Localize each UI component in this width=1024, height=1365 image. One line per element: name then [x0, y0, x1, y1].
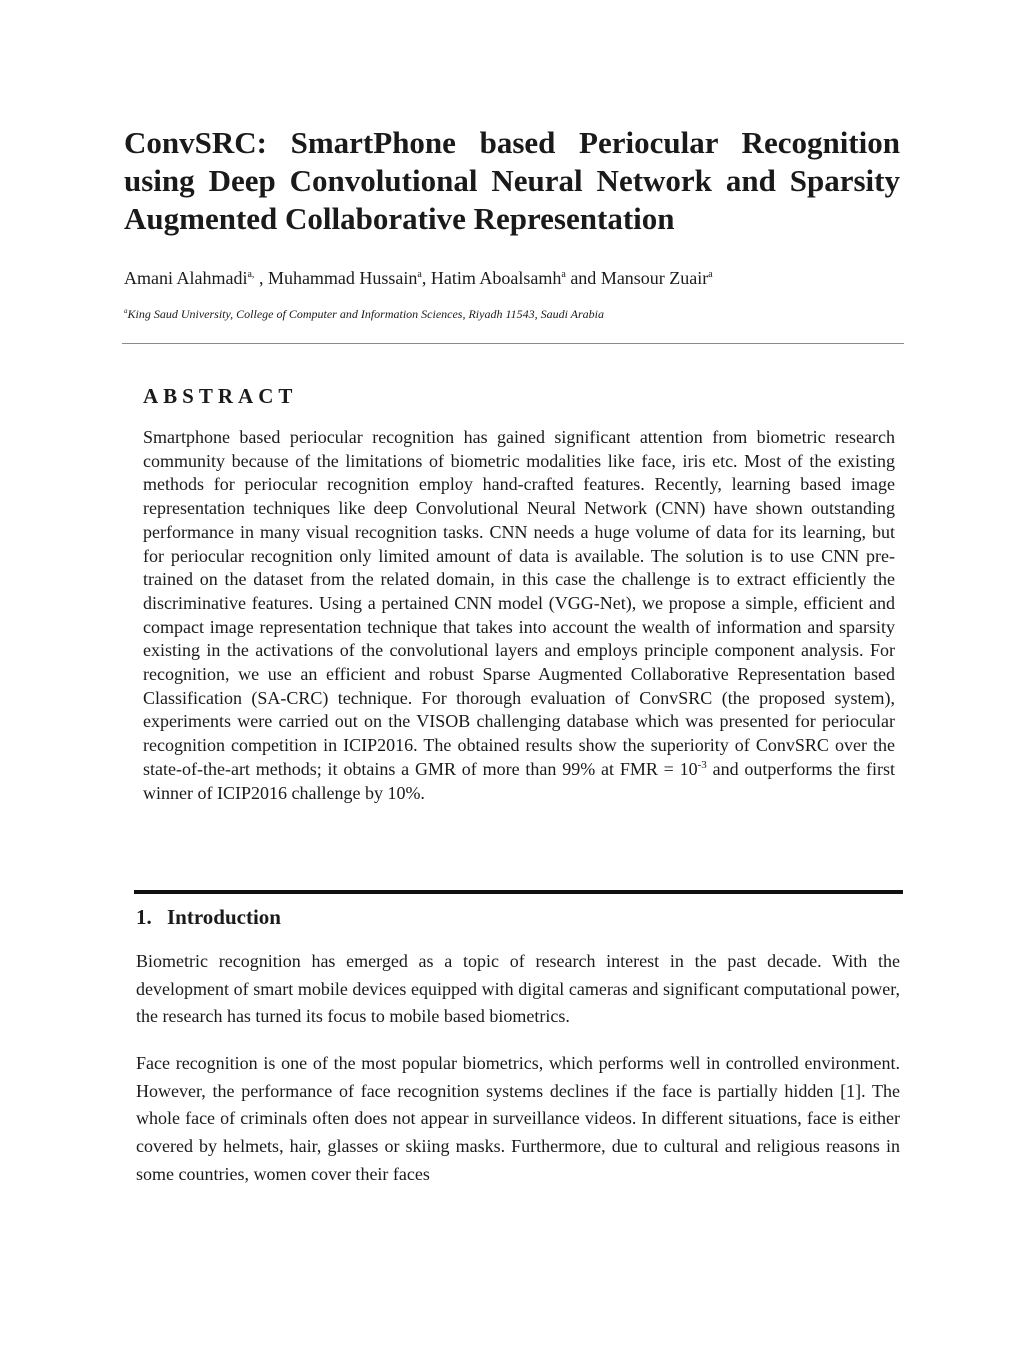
author-separator: ,	[254, 268, 268, 288]
abstract-divider	[134, 890, 903, 894]
author-name: Muhammad Hussain	[267, 268, 418, 288]
author-name: Mansour Zuair	[600, 268, 709, 288]
abstract-heading: ABSTRACT	[143, 384, 298, 408]
affiliation-text: King Saud University, College of Computer and Information Sciences, Riyadh 11543, Saudi Arabia	[127, 307, 605, 321]
author-affiliation-mark: a	[561, 269, 566, 280]
header-divider	[122, 343, 904, 344]
affiliation-mark: a	[124, 307, 128, 315]
affiliation	[124, 306, 904, 322]
abstract-exponent: -3	[697, 758, 707, 771]
author-list	[124, 266, 904, 290]
abstract-body	[143, 426, 895, 805]
paper-title: ConvSRC: SmartPhone based Periocular Recognition using Deep Convolutional Neural Network and Sparsity Augmented Collaborative Representation	[124, 125, 900, 236]
intro-paragraph: Face recognition is one of the most popular biometrics, which performs well in controlled environment. However, the performance of face recognition systems declines if the face is partially hidden [1]. The whole face of criminals often does not appear in surveillance videos. In different situations, face is either covered by helmets, hair, glasses or skiing masks. Furthermore, due to cultural and religious reasons in some countries, women cover their faces	[136, 1053, 900, 1184]
author-affiliation-mark: a	[417, 269, 422, 280]
section-title: Introduction	[167, 905, 281, 929]
abstract-text-end: and outperforms the first winner of ICIP2016 challenge by 10%.	[143, 758, 895, 803]
author-name: Amani Alahmadi	[124, 268, 248, 288]
author-affiliation-mark: a,	[247, 269, 255, 280]
author-separator: and	[565, 268, 601, 288]
intro-paragraph: Biometric recognition has emerged as a topic of research interest in the past decade. With the development of smart mobile devices equipped with digital cameras and significant computational power, the research has turned its focus to mobile based biometrics.	[136, 951, 900, 1027]
author-separator: ,	[421, 268, 431, 288]
author-affiliation-mark: a	[708, 269, 713, 280]
author-name: Hatim Aboalsamh	[430, 268, 562, 288]
section-number: 1.	[136, 905, 152, 929]
section-heading-introduction	[136, 903, 281, 931]
abstract-text-main: Smartphone based periocular recognition has gained significant attention from biometric research community because of the limitations of biometric modalities like face, iris etc. Most of the existing methods for periocular recognition employ hand-crafted features. Recently, learning based image representation techniques like deep Convolutional Neural Network (CNN) have shown outstanding performance in many visual recognition tasks. CNN needs a huge volume of data for its learning, but for periocular recognition only limited amount of data is available. The solution is to use CNN pre-trained on the dataset from the related domain, in this case the challenge is to extract efficiently the discriminative features. Using a pertained CNN model (VGG-Net), we propose a simple, efficient and compact image representation technique that takes into account the wealth of information and sparsity existing in the activations of the convolutional layers and employs principle component analysis. For recognition, we use an efficient and robust Sparse Augmented Collaborative Representation based Classification (SA-CRC) technique. For thorough evaluation of ConvSRC (the proposed system), experiments were carried out on the VISOB challenging database which was presented for periocular recognition competition in ICIP2016. The obtained results show the superiority of ConvSRC over the state-of-the-art methods; it obtains a GMR of more than 99% at FMR = 10	[143, 427, 895, 779]
